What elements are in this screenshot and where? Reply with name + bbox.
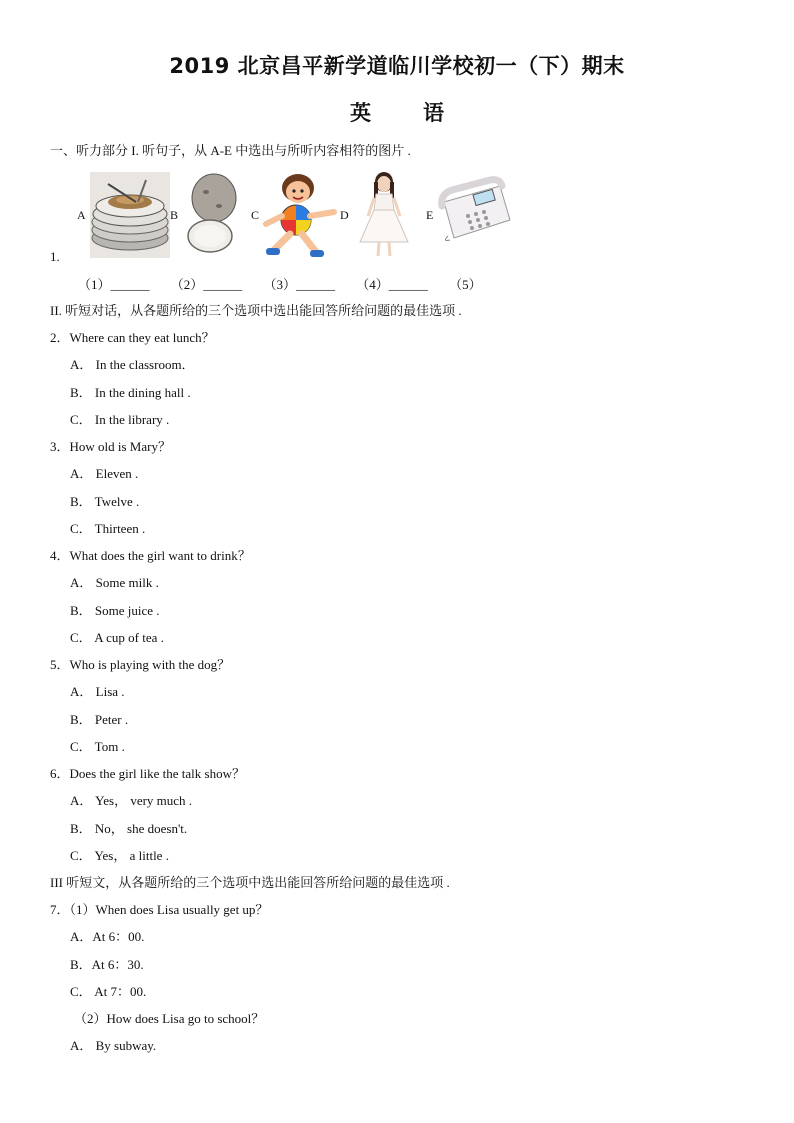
subject-char-2: 语 (423, 101, 444, 125)
option-text: B． Peter . (70, 712, 129, 727)
blank-3: （3）______ (263, 277, 336, 292)
option-text: A． Yes， very much . (70, 793, 193, 808)
option-text: B．At 6：30. (70, 957, 144, 972)
option-text: A． Some milk . (70, 575, 159, 590)
answer-blanks (78, 274, 500, 293)
document-title: 2019 北京昌平新学道临川学校初一（下）期末 (169, 54, 625, 78)
blank-4: （4）______ (356, 277, 428, 292)
question-text: 6．Does the girl like the talk show？ (50, 766, 245, 781)
image-letter-b: B (170, 208, 179, 222)
option-text: B． Twelve . (70, 494, 140, 509)
blank-1: （1）______ (78, 277, 150, 292)
image-letter-d: D (340, 208, 349, 222)
plates-icon (90, 172, 170, 258)
option-text: B． No， she doesn't. (70, 821, 188, 836)
option-text: C． Yes， a little . (70, 848, 169, 863)
image-letter-e: E (426, 208, 434, 222)
subject-heading (0, 97, 794, 127)
option-text: C． A cup of tea . (70, 630, 164, 645)
question-text: （2）How does Lisa go to school？ (74, 1011, 265, 1026)
option-text: A． In the classroom． (70, 357, 195, 372)
option-text: B． Some juice . (70, 603, 160, 618)
potato-icon (184, 172, 242, 258)
option-text: A． Eleven . (70, 466, 139, 481)
section1-heading: 一、听力部分 I. 听句子，从 A-E 中选出与所听内容相符的图片 . (50, 143, 411, 158)
option-text: A． Lisa . (70, 684, 125, 699)
question-text: 7．（1）When does Lisa usually get up？ (50, 902, 269, 917)
question-text: 2．Where can they eat lunch？ (50, 330, 215, 345)
running-boy-icon (260, 172, 338, 258)
question-text: 5．Who is playing with the dog？ (50, 657, 231, 672)
option-text: C． At 7：00. (70, 984, 147, 999)
picture-row (50, 172, 750, 262)
image-letter-c: C (251, 208, 260, 222)
girl-in-dress-icon (354, 172, 414, 258)
subject-char-1: 英 (350, 101, 371, 125)
option-text: C． In the library . (70, 412, 170, 427)
option-text: C． Tom . (70, 739, 125, 754)
option-text: C． Thirteen . (70, 521, 146, 536)
question-1-number: 1. (50, 249, 60, 264)
option-text: A． By subway. (70, 1038, 157, 1053)
blank-5: （5） (449, 277, 482, 292)
section2-heading: II. 听短对话，从各题所给的三个选项中选出能回答所给问题的最佳选项 . (50, 303, 462, 318)
question-text: 4．What does the girl want to drink？ (50, 548, 251, 563)
blank-2: （2）______ (170, 277, 243, 292)
question-text: 3．How old is Mary？ (50, 439, 171, 454)
section3-heading: III 听短文，从各题所给的三个选项中选出能回答所给问题的最佳选项 . (50, 875, 450, 890)
option-text: A．At 6：00. (70, 929, 145, 944)
telephone-icon (438, 172, 512, 242)
option-text: B． In the dining hall . (70, 385, 191, 400)
image-letter-a: A (77, 208, 86, 222)
